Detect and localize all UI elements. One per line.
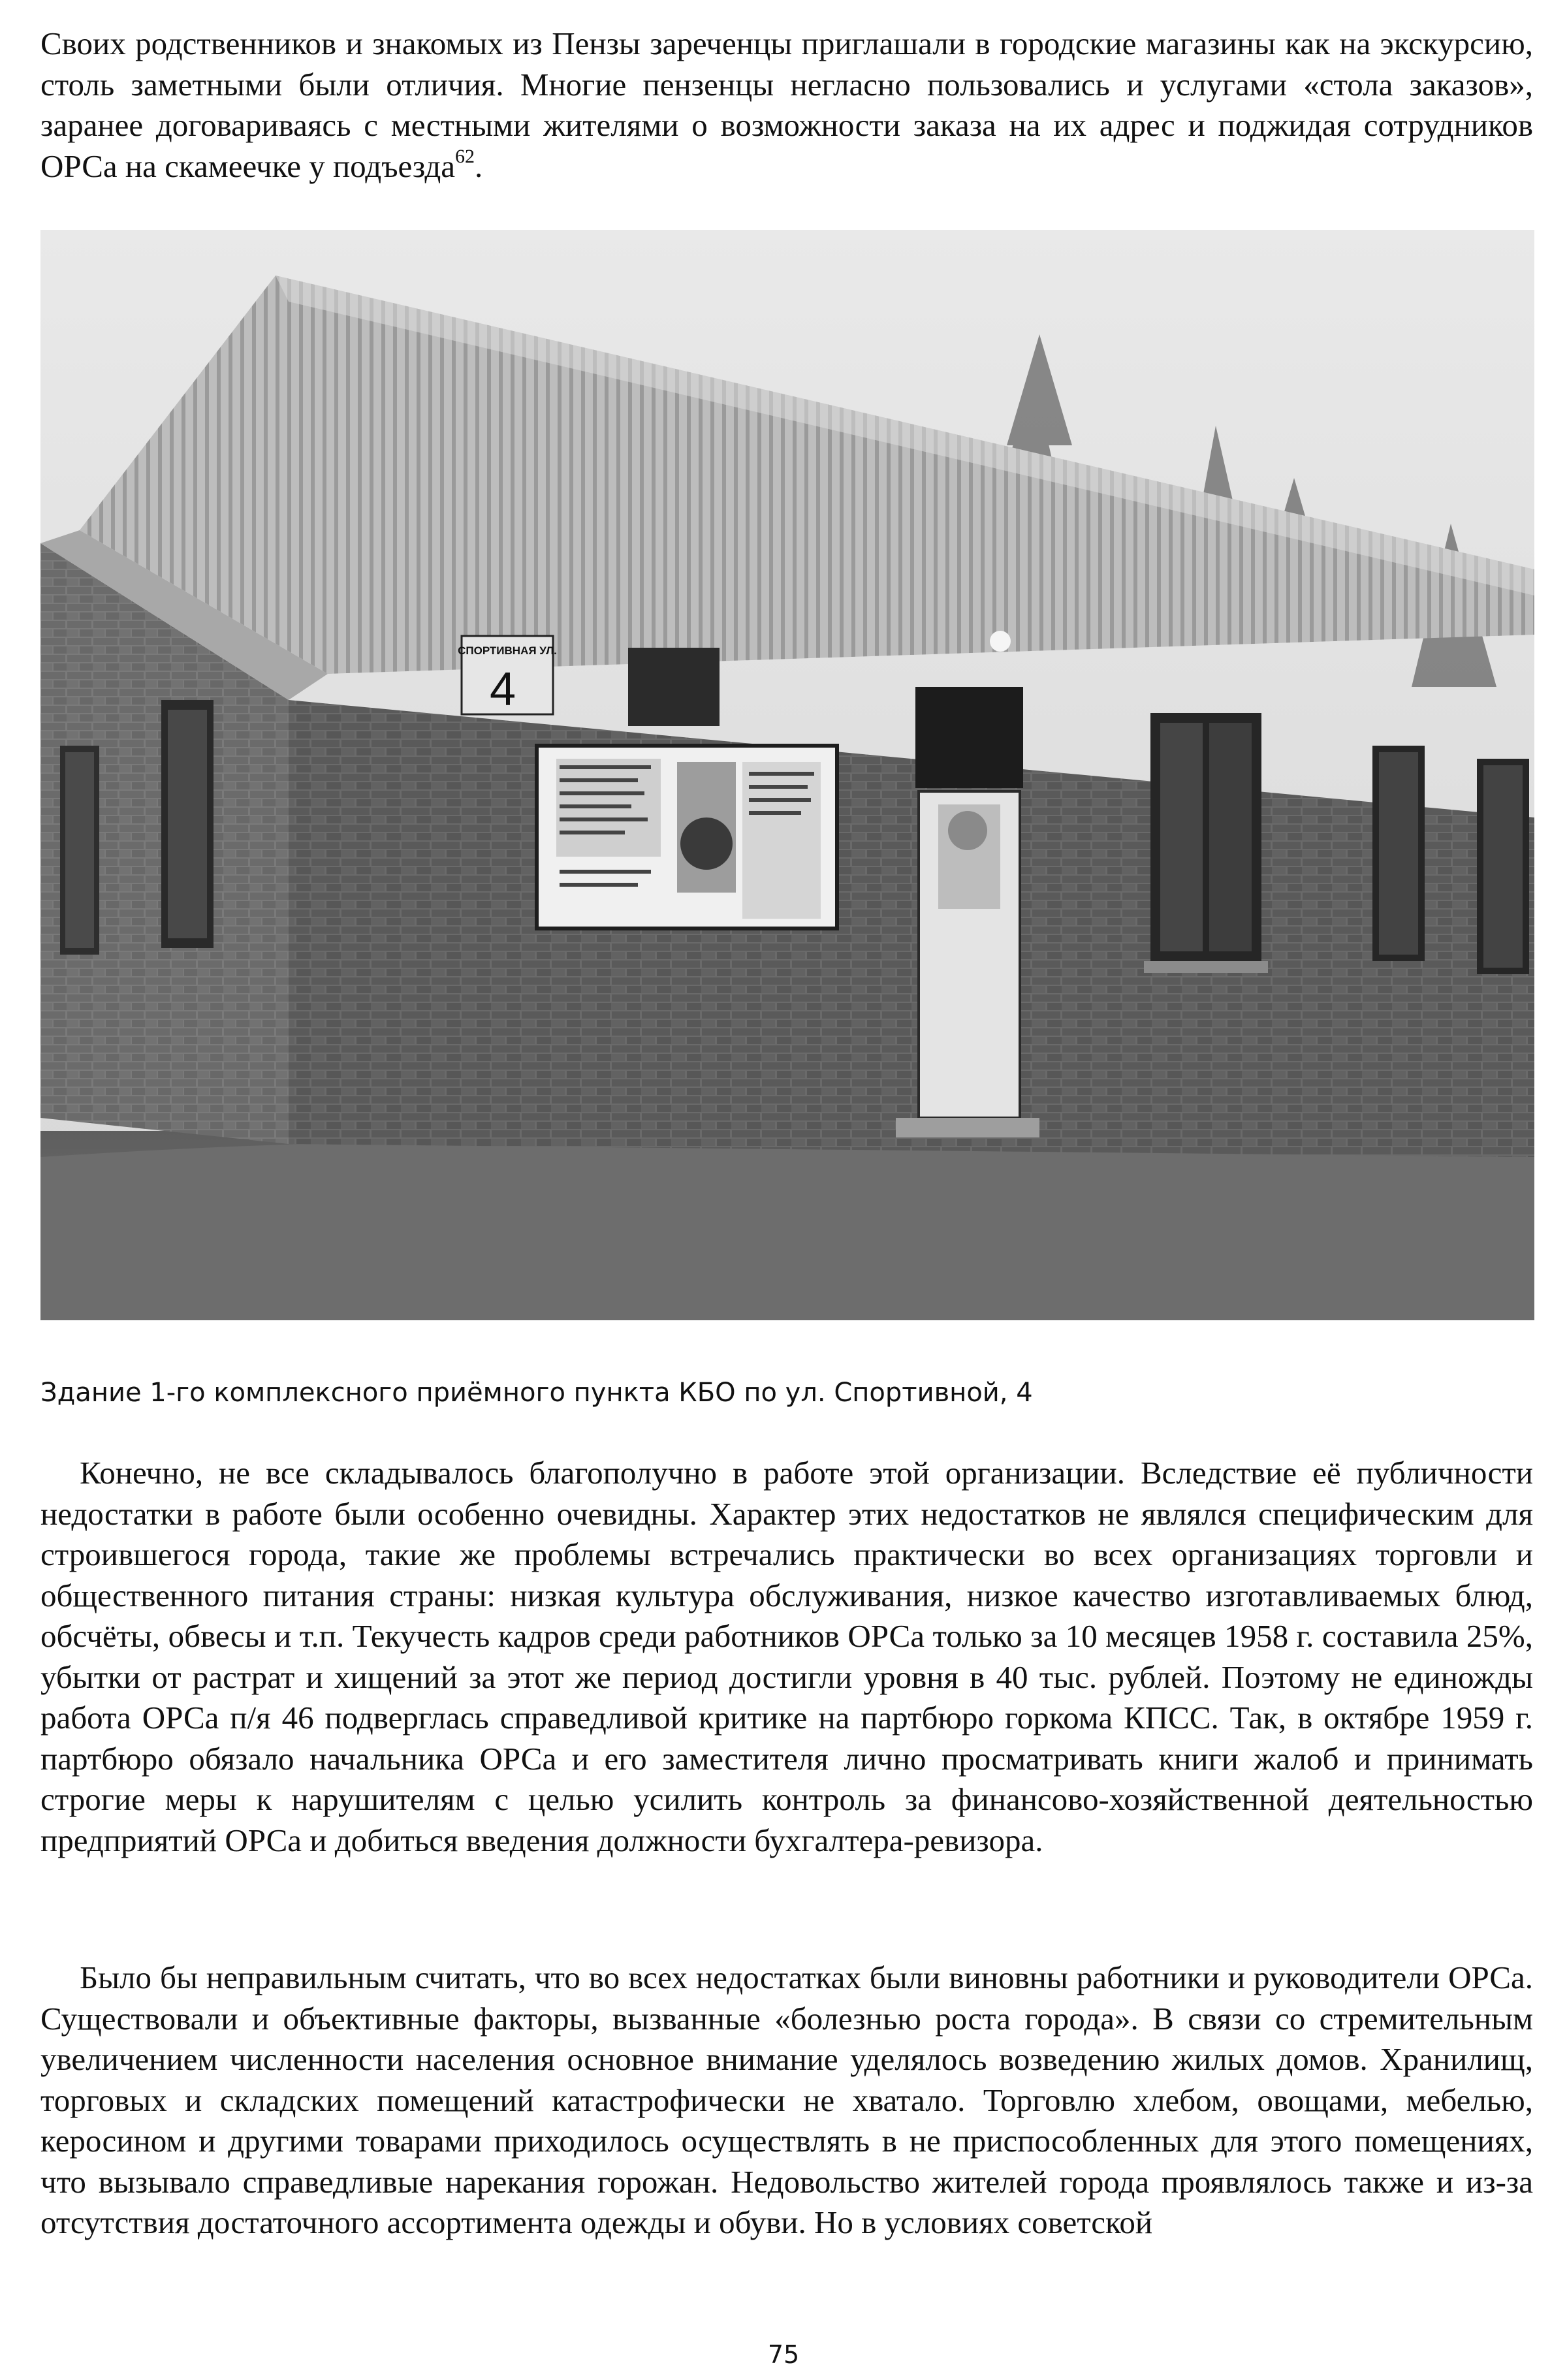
house-number: 4 <box>489 663 516 716</box>
lamp-icon <box>990 631 1011 652</box>
figure-caption: Здание 1-го комплексного приёмного пункта КБО по ул. Спортивной, 4 <box>40 1378 1033 1408</box>
paragraph-3: Было бы неправильным считать, что во всех недостатках были виновны работники и руководители ОРСа. Существовали и объективные факторы, вызванные «болезнью роста города». В связи со стремительным увеличением численности населения основное внимание уделялось возведению жилых домов. Хранилищ, торговых и складских помещений катастрофически не хватало. Торговлю хлебом, овощами, мебелью, керосином и другими товарами приходилось осуществлять в не приспособленных для этого помещениях, что вызывало справедливые нарекания горожан. Недовольство жителей города проявлялось также и из-за отсутствия достаточного ассортимента одежды и обуви. Но в условиях советской <box>40 1960 1533 2240</box>
paragraph-2: Конечно, не все складывалось благополучно в работе этой организации. Вследствие её публичности недостатки в работе были особенно очевидны. Характер этих недостатков не являлся специфическим для строившегося города, такие же проблемы встречались практически во всех организациях торговли и общественного питания страны: низкая культура обслуживания, низкое качество изготавливаемых блюд, обсчёты, обвесы и т.п. Текучесть кадров среди работников ОРСа только за 10 месяцев 1958 г. составила 25%, убытки от растрат и хищений за этот же период достигли уровня в 40 тыс. рублей. Поэтому не единожды работа ОРСа п/я 46 подверглась справедливой критике на партбюро горкома КПСС. Так, в октябре 1959 г. партбюро обязало начальника ОРСа и его заместителя лично просматривать книги жалоб и принимать строгие меры к нарушителям с целью усилить контроль за финансово-хозяйственной деятельностью предприятий ОРСа и добиться введения должности бухгалтера-ревизора. <box>40 1455 1533 1858</box>
door-step <box>896 1118 1039 1137</box>
building-photo <box>40 230 1534 1320</box>
paragraph-1 <box>40 24 1533 187</box>
plaque <box>628 648 720 726</box>
entrance-door <box>919 791 1020 1118</box>
notice-board <box>537 746 837 928</box>
transom-window <box>915 687 1023 788</box>
page-number: 75 <box>767 2340 800 2369</box>
window-right-2 <box>1372 746 1425 961</box>
window-left-1 <box>60 746 99 955</box>
footnote-marker[interactable]: 62 <box>455 146 475 168</box>
window-right-3 <box>1477 759 1529 974</box>
paragraph-1-end: . <box>475 148 483 184</box>
street-sign-label: СПОРТИВНАЯ УЛ. <box>458 644 557 657</box>
window-right-1 <box>1150 713 1261 961</box>
paragraph-1-text: Своих родственников и знакомых из Пензы зареченцы приглашали в городские магазины как на экскурсию, столь заметными были отличия. Многие пензенцы негласно пользовались и услугами «стола заказов», заранее договариваясь с местными жителями о возможности заказа на их адрес и поджидая сотрудников ОРСа на скамеечке у подъезда <box>40 25 1533 184</box>
street-sign <box>458 636 557 716</box>
window-left-2 <box>161 700 214 948</box>
